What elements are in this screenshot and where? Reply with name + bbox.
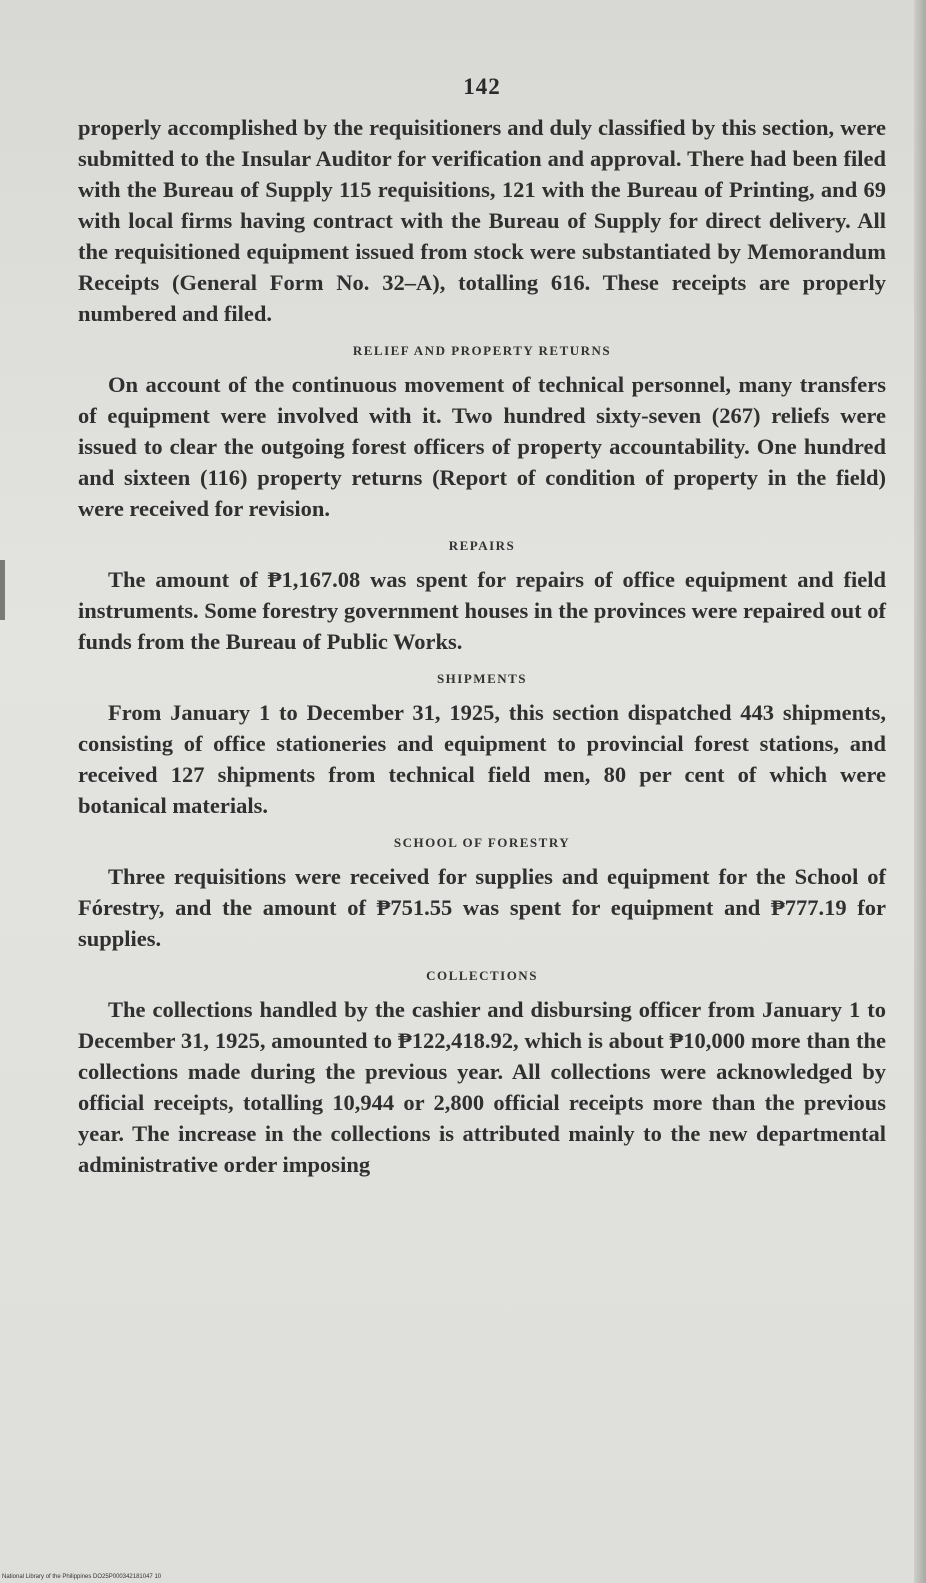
library-footer-note: National Library of the Philippines DO25P000342181047 10 [2,1574,162,1580]
heading-relief-and-property-returns: RELIEF AND PROPERTY RETURNS [352,343,612,358]
heading-collections: COLLECTIONS [426,968,538,983]
paragraph-collections: The collections handled by the cashier and disbursing officer from January 1 to December 31, 1925, amounted to ₱122,418.92, which is about ₱10,000 more than the collections made during the previous year. All collections were acknowledged by official receipts, totalling 10,944 or 2,800 official receipts more than the previous year. The increase in the collections is attributed mainly to the new departmental administrative order imposing [78,997,886,1177]
page-edge-shadow [914,0,926,1583]
page-content [78,74,886,1180]
paragraph-repairs: The amount of ₱1,167.08 was spent for repairs of office equipment and field instruments. Some forestry government houses in the provinces were repaired out of funds from the Bureau of Public Works. [78,567,886,654]
heading-repairs: REPAIRS [448,538,516,553]
page-number: 142 [463,74,501,99]
heading-shipments: SHIPMENTS [436,671,528,686]
binding-mark [0,560,5,620]
paragraph-shipments: From January 1 to December 31, 1925, this section dispatched 443 shipments, consisting of office stationeries and equipment to provincial forest stations, and received 127 shipments from technical field men, 80 per cent of which were botanical materials. [78,700,886,818]
paragraph-relief-and-property-returns: On account of the continuous movement of technical personnel, many transfers of equipment were involved with it. Two hundred sixty-seven (267) reliefs were issued to clear the outgoing forest officers of property accountability. One hundred and sixteen (116) property returns (Report of condition of property in the field) were received for revision. [78,372,886,521]
heading-school-of-forestry: SCHOOL OF FORESTRY [393,835,571,850]
paragraph-school-of-forestry: Three requisitions were received for supplies and equipment for the School of Fórestry, and the amount of ₱751.55 was spent for equipment and ₱777.19 for supplies. [78,864,886,951]
intro-paragraph: properly accomplished by the requisitioners and duly classified by this section, were submitted to the Insular Auditor for verification and approval. There had been filed with the Bureau of Supply 115 requisitions, 121 with the Bureau of Printing, and 69 with local firms having contract with the Bureau of Supply for direct delivery. All the requisitioned equipment issued from stock were substantiated by Memorandum Receipts (General Form No. 32–A), totalling 616. These receipts are properly numbered and filed. [78,115,886,326]
